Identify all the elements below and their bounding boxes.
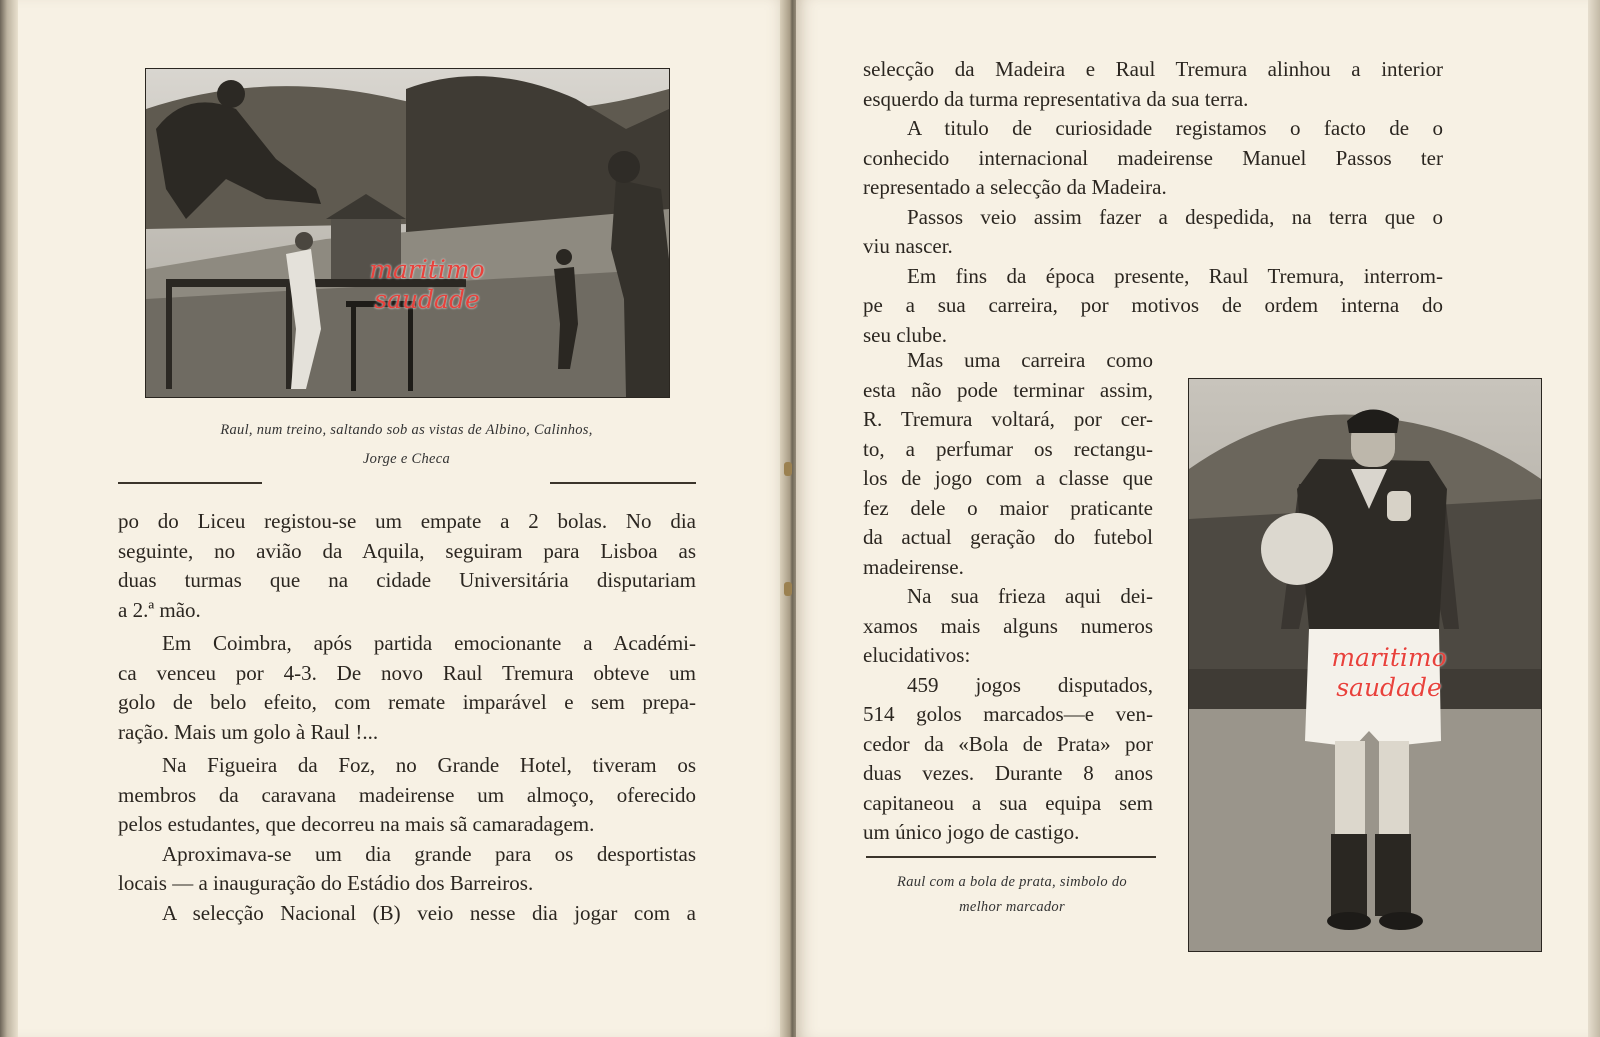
text-line: los de jogo com a classe que <box>863 466 1153 490</box>
text-line: A titulo de curiosidade registamos o facto de o <box>907 116 1443 140</box>
paragraph <box>863 346 1153 582</box>
text-line: golo de belo efeito, com remate imparável e sem prepa- <box>118 690 696 714</box>
text-line: selecção da Madeira e Raul Tremura alinhou a interior <box>863 57 1443 81</box>
book-edge-right <box>1588 0 1600 1037</box>
text-line: Aproximava-se um dia grande para os desportistas <box>162 841 696 866</box>
text-line: um único jogo de castigo. <box>863 820 1080 844</box>
caption-line-2: melhor marcador <box>959 899 1065 915</box>
watermark-line-1: maritimo <box>1331 643 1447 672</box>
text-line: 459 jogos disputados, <box>907 672 1153 697</box>
text-line: seu clube. <box>863 322 947 347</box>
player-photo-caption <box>862 874 1162 916</box>
text-line: cedor da «Bola de Prata» por <box>863 731 1153 756</box>
caption-line-2: Jorge e Checa <box>362 451 451 467</box>
text-line: esquerdo da turma representativa da sua terra. <box>863 86 1249 111</box>
training-photo-image <box>146 69 669 397</box>
text-line: to, a perfumar os rectangu- <box>863 436 1153 461</box>
text-line: Em fins da época presente, Raul Tremura, interrom- <box>907 263 1443 288</box>
text-line: pelos estudantes, que decorreu na mais sã camaradagem. <box>118 812 595 836</box>
training-photo-caption <box>145 422 668 468</box>
text-line: fez dele o maior praticante <box>863 495 1153 520</box>
training-photo <box>145 68 670 398</box>
divider-rule-right <box>550 482 696 484</box>
paragraph <box>118 899 696 929</box>
paragraph <box>118 629 696 747</box>
text-line: elucidativos: <box>863 643 971 667</box>
text-line: locais — a inauguração do Estádio dos Barreiros. <box>118 871 534 895</box>
text-line: pe a sua carreira, por motivos de ordem interna do <box>863 293 1443 317</box>
left-page-body-text <box>118 507 696 928</box>
text-line: Passos veio assim fazer a despedida, na terra que o <box>907 204 1443 229</box>
text-line: a 2.ª mão. <box>118 597 201 622</box>
training-photo-watermark <box>342 255 512 315</box>
text-line: A selecção Nacional (B) veio nesse dia jogar com a <box>162 900 696 925</box>
watermark-line-2: saudade <box>374 285 480 314</box>
player-photo-watermark <box>1304 643 1474 703</box>
text-line: capitaneou a sua equipa sem <box>863 790 1153 815</box>
paragraph <box>863 582 1153 671</box>
text-line: representado a selecção da Madeira. <box>863 175 1167 199</box>
binding-stitch <box>784 582 792 596</box>
text-line: Mas uma carreira como <box>907 348 1153 372</box>
text-line: po do Liceu registou-se um empate a 2 bolas. No dia <box>118 509 696 533</box>
left-page <box>18 0 788 1037</box>
paragraph <box>863 203 1443 262</box>
caption-divider-rule <box>866 856 1156 858</box>
text-line: ca venceu por 4-3. De novo Raul Tremura obteve um <box>118 660 696 685</box>
text-line: conhecido internacional madeirense Manuel Passos ter <box>863 145 1443 170</box>
right-page-top-text <box>863 55 1443 350</box>
text-line: 514 golos marcados—e ven- <box>863 702 1153 726</box>
caption-line-1: Raul com a bola de prata, simbolo do <box>897 874 1127 890</box>
text-line: xamos mais alguns numeros <box>863 613 1153 638</box>
paragraph <box>863 262 1443 351</box>
right-page-column-text <box>863 346 1153 848</box>
text-line: duas turmas que na cidade Universitária disputariam <box>118 568 696 592</box>
paragraph <box>118 751 696 840</box>
text-line: madeirense. <box>863 554 964 579</box>
watermark-line-1: maritimo <box>369 255 485 284</box>
text-line: seguinte, no avião da Aquila, seguiram para Lisboa as <box>118 538 696 563</box>
text-line: Na Figueira da Foz, no Grande Hotel, tiveram os <box>162 753 696 777</box>
caption-line-1: Raul, num treino, saltando sob as vistas de Albino, Calinhos, <box>220 422 593 438</box>
paragraph <box>863 55 1443 114</box>
text-line: R. Tremura voltará, por cer- <box>863 407 1153 431</box>
paragraph <box>863 671 1153 848</box>
watermark-line-2: saudade <box>1336 673 1442 702</box>
paragraph <box>863 114 1443 203</box>
paragraph <box>118 507 696 625</box>
text-line: esta não pode terminar assim, <box>863 377 1153 402</box>
binding-stitch <box>784 462 792 476</box>
player-photo <box>1188 378 1542 952</box>
right-page <box>796 0 1588 1037</box>
text-line: ração. Mais um golo à Raul !... <box>118 719 379 744</box>
text-line: viu nascer. <box>863 234 953 258</box>
text-line: duas vezes. Durante 8 anos <box>863 761 1153 785</box>
text-line: Na sua frieza aqui dei- <box>907 584 1153 608</box>
divider-rule-left <box>118 482 262 484</box>
book-edge-left <box>0 0 18 1037</box>
text-line: da actual geração do futebol <box>863 525 1153 549</box>
text-line: Em Coimbra, após partida emocionante a Académi- <box>162 631 696 655</box>
text-line: membros da caravana madeirense um almoço, oferecido <box>118 782 696 807</box>
paragraph <box>118 840 696 899</box>
